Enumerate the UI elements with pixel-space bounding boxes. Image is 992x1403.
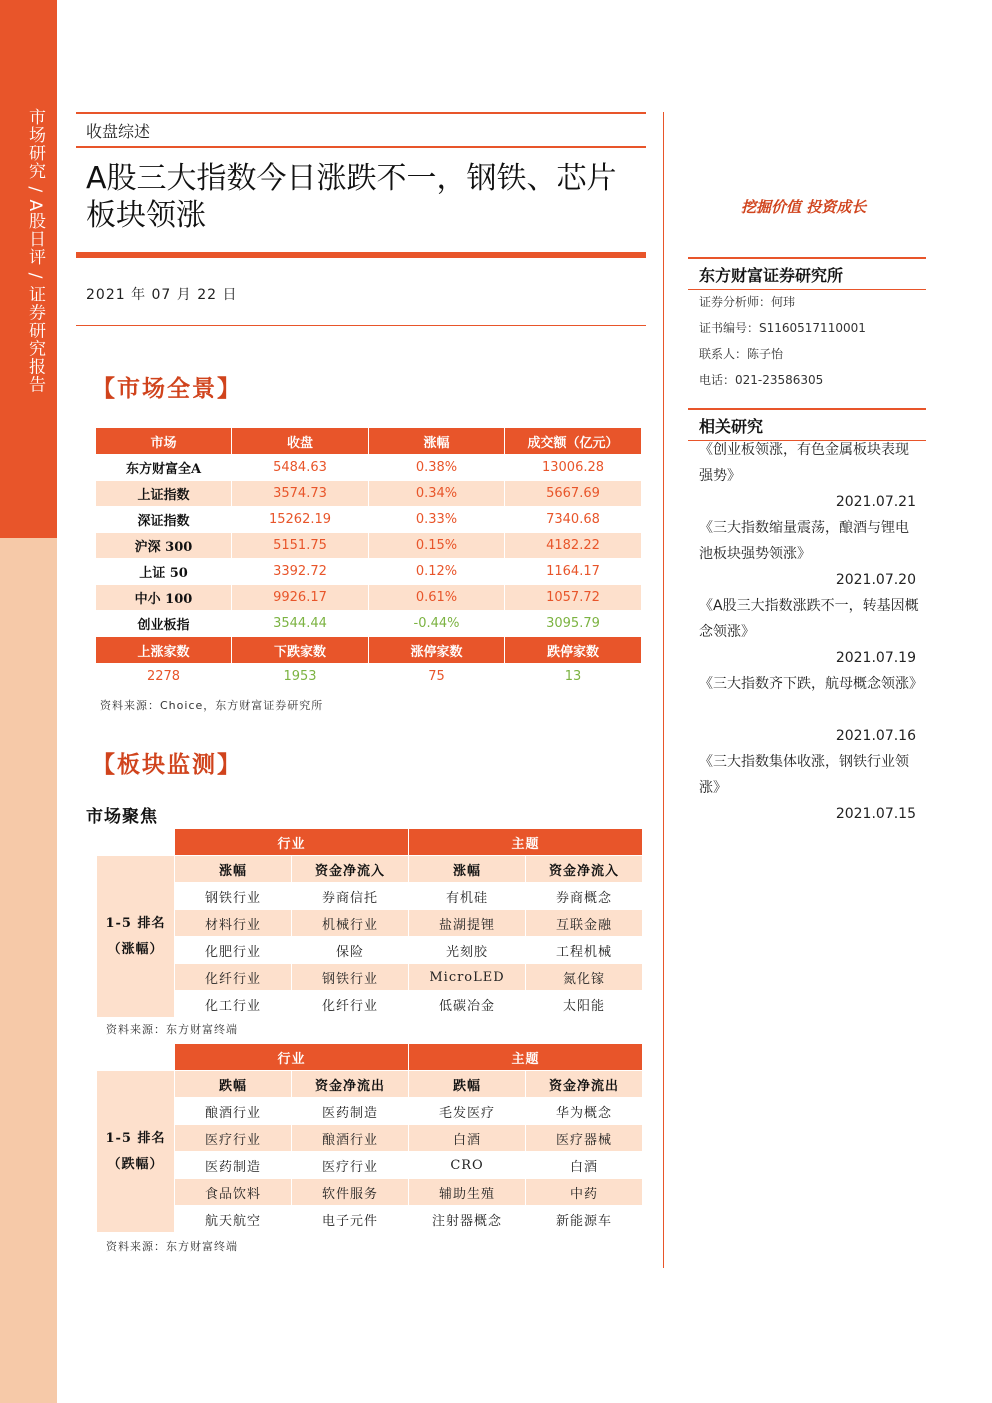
index-close: 5151.75 [232,533,369,559]
contact: 联系人：陈子怡 [699,347,784,361]
limit-down-count: 13 [505,664,642,690]
sidebar-label: 市场研究 / A股日评 / 证券研究报告 [25,108,45,394]
count-header-row [96,637,642,664]
table-cell: 券商信托 [292,883,409,910]
table-cell: 化肥行业 [175,937,292,964]
column-header: 涨幅 [409,856,526,883]
column-header: 资金净流入 [292,856,409,883]
index-change: 0.15% [369,533,505,559]
section-label: 收盘综述 [86,122,151,141]
table-cell: 钢铁行业 [175,883,292,910]
rank-label-line: （跌幅） [107,1156,164,1172]
title-rule [76,252,646,258]
column-header-row [97,1071,643,1098]
table-cell: 盐湖提锂 [409,910,526,937]
index-name: 深证指数 [96,507,232,533]
column-header: 资金净流出 [292,1071,409,1098]
date-rule [76,325,646,326]
table-cell: 医疗器械 [526,1125,643,1152]
group-theme: 主题 [409,1044,643,1071]
related-title[interactable]: 《三大指数缩量震荡，酿酒与锂电池板块强势领涨》 [699,520,909,562]
related-title[interactable]: 《三大指数齐下跌，航母概念领涨》 [699,676,923,692]
table-row [96,559,642,585]
group-header-row [97,829,643,856]
market-focus-heading: 市场聚焦 [86,807,158,827]
table-row [97,937,643,964]
index-change: 0.12% [369,559,505,585]
column-header-row [97,856,643,883]
table-cell: 医药制造 [175,1152,292,1179]
related-title[interactable]: 《创业板领涨，有色金属板块表现强势》 [699,442,909,484]
index-change: 0.38% [369,455,505,481]
column-divider [663,112,664,1268]
column-header: 成交额（亿元） [505,428,642,455]
table-cell: CRO [409,1152,526,1179]
index-volume: 7340.68 [505,507,642,533]
table-cell: 食品饮料 [175,1179,292,1206]
index-volume: 3095.79 [505,611,642,637]
table-row [96,507,642,533]
column-header: 跌停家数 [505,637,642,664]
report-date: 2021 年 07 月 22 日 [86,287,238,303]
table-row [97,910,643,937]
table-cell: 机械行业 [292,910,409,937]
index-name: 东方财富全A [96,455,232,481]
index-volume: 13006.28 [505,455,642,481]
market-table [95,427,642,690]
table-row [96,585,642,611]
market-source: 资料来源：Choice，东方财富证券研究所 [100,699,324,712]
up-count: 2278 [96,664,232,690]
table-cell: 钢铁行业 [292,964,409,991]
table-cell: 软件服务 [292,1179,409,1206]
loss-source: 资料来源：东方财富终端 [106,1240,238,1253]
table-row [96,481,642,507]
index-name: 中小 100 [96,585,232,611]
table-cell: 保险 [292,937,409,964]
index-name: 上证指数 [96,481,232,507]
column-header: 上涨家数 [96,637,232,664]
column-header: 涨幅 [369,428,505,455]
related-date: 2021.07.20 [835,572,916,588]
index-close: 5484.63 [232,455,369,481]
rank-label [97,1071,175,1233]
table-cell: 化纤行业 [175,964,292,991]
index-change: 0.61% [369,585,505,611]
slogan: 挖掘价值 投资成长 [741,198,867,216]
loss-table [96,1043,643,1233]
rank-label-line: （涨幅） [107,941,164,957]
table-row [97,964,643,991]
table-row [97,1098,643,1125]
table-cell: 太阳能 [526,991,643,1018]
table-cell: 毛发医疗 [409,1098,526,1125]
cert-number: 证书编号：S1160517110001 [699,321,866,335]
table-row [97,991,643,1018]
table-cell: 医疗行业 [175,1125,292,1152]
column-header: 下跌家数 [232,637,369,664]
column-header: 跌幅 [175,1071,292,1098]
related-date: 2021.07.19 [835,650,916,666]
table-cell: 医药制造 [292,1098,409,1125]
index-change: 0.34% [369,481,505,507]
header-rule [76,146,646,148]
gain-table [96,828,643,1018]
table-cell: 化纤行业 [292,991,409,1018]
table-cell: 券商概念 [526,883,643,910]
table-cell: 互联金融 [526,910,643,937]
table-cell: 白酒 [526,1152,643,1179]
related-date: 2021.07.16 [835,728,916,744]
column-header: 资金净流入 [526,856,643,883]
index-name: 沪深 300 [96,533,232,559]
column-header: 涨幅 [175,856,292,883]
index-volume: 1057.72 [505,585,642,611]
group-header-row [97,1044,643,1071]
sidebar-band-light [0,538,57,1403]
index-volume: 1164.17 [505,559,642,585]
table-cell: 中药 [526,1179,643,1206]
sector-heading: 【板块监测】 [92,751,242,778]
group-theme: 主题 [409,829,643,856]
rank-label-line: 1-5 排名 [105,1130,166,1146]
table-cell: 化工行业 [175,991,292,1018]
column-header: 资金净流出 [526,1071,643,1098]
limit-up-count: 75 [369,664,505,690]
table-cell: 有机硅 [409,883,526,910]
index-change: -0.44% [369,611,505,637]
index-name: 创业板指 [96,611,232,637]
table-cell: 材料行业 [175,910,292,937]
table-row [97,883,643,910]
table-cell: 低碳冶金 [409,991,526,1018]
table-cell: 酿酒行业 [175,1098,292,1125]
table-row [97,1206,643,1233]
index-close: 3574.73 [232,481,369,507]
rank-label-line: 1-5 排名 [105,915,166,931]
down-count: 1953 [232,664,369,690]
table-cell: 注射器概念 [409,1206,526,1233]
table-cell: 航天航空 [175,1206,292,1233]
table-cell: 氮化镓 [526,964,643,991]
index-volume: 4182.22 [505,533,642,559]
related-heading: 相关研究 [688,408,926,441]
table-cell: MicroLED [409,964,526,991]
column-header: 涨停家数 [369,637,505,664]
rank-label [97,856,175,1018]
related-date: 2021.07.15 [835,806,916,822]
table-cell: 新能源车 [526,1206,643,1233]
column-header: 收盘 [232,428,369,455]
gain-source: 资料来源：东方财富终端 [106,1023,238,1036]
table-row [96,455,642,481]
count-row [96,664,642,690]
table-cell: 华为概念 [526,1098,643,1125]
table-cell: 辅助生殖 [409,1179,526,1206]
group-industry: 行业 [175,1044,409,1071]
table-header-row [96,428,642,455]
table-row [97,1179,643,1206]
index-close: 3544.44 [232,611,369,637]
page-title: A股三大指数今日涨跌不一，钢铁、芯片板块领涨 [86,161,617,233]
index-change: 0.33% [369,507,505,533]
index-volume: 5667.69 [505,481,642,507]
header-top-rule [76,112,646,114]
institute-heading: 东方财富证券研究所 [688,257,926,290]
index-close: 9926.17 [232,585,369,611]
table-cell: 光刻胶 [409,937,526,964]
index-close: 3392.72 [232,559,369,585]
table-cell: 工程机械 [526,937,643,964]
index-close: 15262.19 [232,507,369,533]
related-title[interactable]: 《A股三大指数涨跌不一，转基因概念领涨》 [699,598,919,640]
table-row [96,533,642,559]
market-heading: 【市场全景】 [92,375,242,402]
related-title[interactable]: 《三大指数集体收涨，钢铁行业领涨》 [699,754,909,796]
analyst: 证券分析师：何玮 [699,295,796,309]
index-name: 上证 50 [96,559,232,585]
table-cell: 白酒 [409,1125,526,1152]
column-header: 市场 [96,428,232,455]
related-date: 2021.07.21 [835,494,916,510]
table-row [97,1152,643,1179]
table-cell: 医疗行业 [292,1152,409,1179]
table-cell: 电子元件 [292,1206,409,1233]
column-header: 跌幅 [409,1071,526,1098]
table-cell: 酿酒行业 [292,1125,409,1152]
table-row [97,1125,643,1152]
table-row [96,611,642,637]
group-industry: 行业 [175,829,409,856]
phone: 电话：021-23586305 [699,373,824,387]
